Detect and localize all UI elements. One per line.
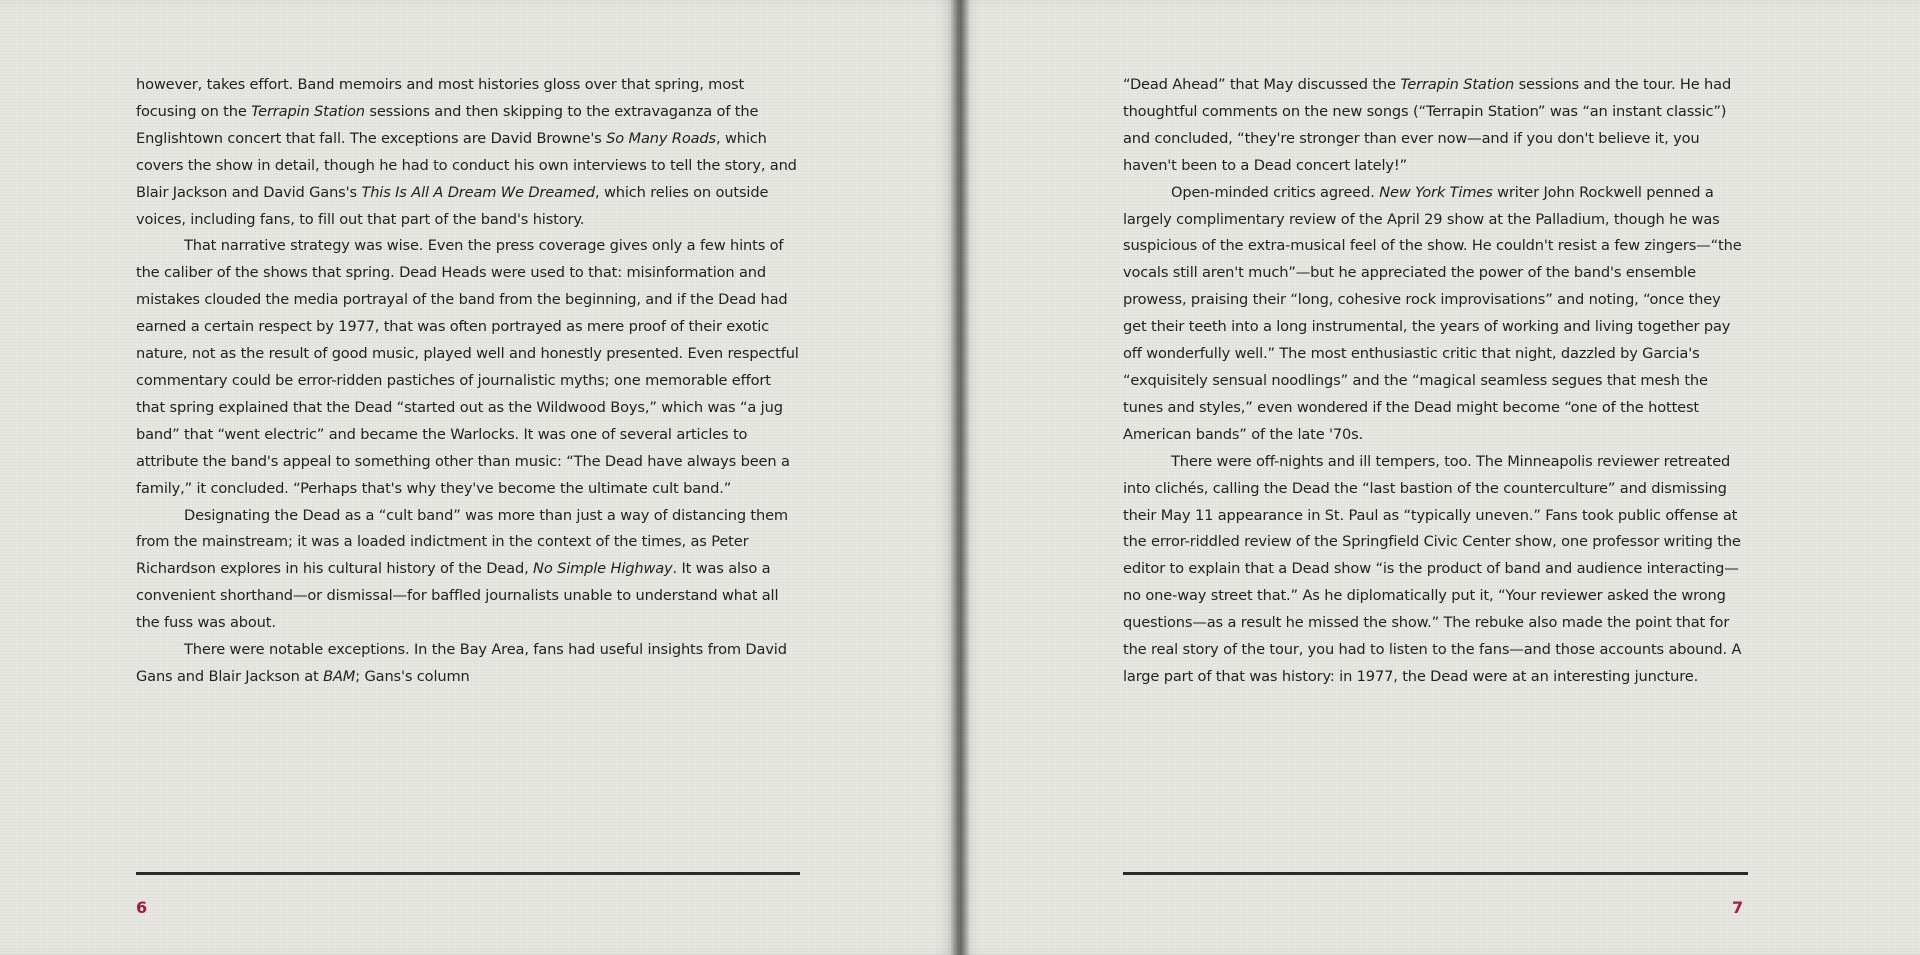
right-page-footer-rule: [1123, 872, 1748, 875]
text-run: There were off-nights and ill tempers, too. The Minneapolis reviewer retreated into clichés, calling the Dead the “last bastion of the counterculture” and dismissing their May 11 appearance in St. Paul as “typically uneven.” Fans took public offense at the error-riddled review of the Springfield Civic Center show, one professor writing the editor to explain that a Dead show “is the product of band and audience interacting—no one-way street that.” As he diplomatically put it, “Your reviewer asked the wrong questions—as a result he missed the show.” The rebuke also made the point that for the real story of the tour, you had to listen to the fans—and those accounts abound. A large part of that was history: in 1977, the Dead were at an interesting juncture.: [1123, 452, 1742, 685]
italic-title: Terrapin Station: [1400, 76, 1515, 93]
text-run: “Dead Ahead” that May discussed the: [1123, 76, 1401, 93]
text-run: sessions and then skipping to the extravaganza of the Englishtown concert that fall. The exceptions are David Browne's: [136, 102, 759, 147]
italic-title: New York Times: [1379, 183, 1493, 201]
right-page-number: 7: [1732, 898, 1744, 917]
text-run: Open-minded critics agreed.: [1171, 183, 1380, 201]
right-page-body: [1123, 72, 1748, 691]
paragraph: [136, 233, 800, 502]
italic-title: Terrapin Station: [251, 102, 365, 120]
left-page-footer-rule: [136, 872, 800, 875]
paragraph: [1123, 180, 1748, 449]
right-page: [957, 0, 1920, 955]
text-run: ; Gans's column: [355, 667, 470, 685]
text-run: That narrative strategy was wise. Even the press coverage gives only a few hints of the caliber of the shows that spring. Dead Heads were used to that: misinformation and mistakes clouded the media portrayal of the band from the beginning, and if the Dead had earned a certain respect by 1977, that was often portrayed as mere proof of their exotic nature, not as the result of good music, played well and honestly presented. Even respectful commentary could be error-ridden pastiches of journalistic myths; one memorable effort that spring explained that the Dead “started out as the Wildwood Boys,” which was “a jug band” that “went electric” and became the Warlocks. It was one of several articles to attribute the band's appeal to something other than music: “The Dead have always been a family,” it concluded. “Perhaps that's why they've become the ultimate cult band.”: [136, 237, 799, 497]
text-run: , which relies on outside voices, including fans, to fill out that part of the band's history.: [136, 183, 769, 228]
left-page: [0, 0, 957, 955]
text-run: There were notable exceptions. In the Bay Area, fans had useful insights from David Gans and Blair Jackson at: [136, 641, 787, 685]
left-page-number: 6: [136, 898, 148, 917]
paragraph: [136, 637, 800, 691]
text-run: writer John Rockwell penned a largely complimentary review of the April 29 show at the Palladium, though he was suspicious of the extra-musical feel of the show. He couldn't resist a few zingers—“the vocals still aren't much”—but he appreciated the power of the band's ensemble prowess, praising their “long, cohesive rock improvisations” and noting, “once they get their teeth into a long instrumental, the years of working and living together pay off wonderfully well.” The most enthusiastic critic that night, dazzled by Garcia's “exquisitely sensual noodlings” and the “magical seamless segues that mesh the tunes and styles,” even wondered if the Dead might become “one of the hottest American bands” of the late '70s.: [1123, 183, 1742, 443]
text-run: however, takes effort. Band memoirs and most histories gloss over that spring, most focusing on the: [136, 76, 745, 120]
italic-title: BAM: [323, 667, 356, 685]
paragraph: [1123, 449, 1748, 691]
left-page-body: [136, 72, 800, 691]
paragraph: [136, 503, 800, 638]
text-run: Designating the Dead as a “cult band” was more than just a way of distancing them from the mainstream; it was a loaded indictment in the context of the times, as Peter Richardson explores in his cultural history of the Dead,: [136, 506, 789, 578]
italic-title: So Many Roads: [606, 129, 716, 147]
italic-title: This Is All A Dream We Dreamed: [361, 183, 595, 201]
text-run: , which covers the show in detail, though he had to conduct his own interviews to tell the story, and Blair Jackson and David Gans's: [136, 129, 797, 201]
text-run: . It was also a convenient shorthand—or dismissal—for baffled journalists unable to understand what all the fuss was about.: [136, 560, 779, 632]
text-run: sessions and the tour. He had thoughtful comments on the new songs (“Terrapin Station” was “an instant classic”) and concluded, “they're stronger than ever now—and if you don't believe it, you haven't been to a Dead concert lately!”: [1123, 76, 1732, 174]
paragraph: [136, 72, 800, 233]
italic-title: No Simple Highway: [533, 560, 673, 578]
paragraph: [1123, 72, 1748, 180]
